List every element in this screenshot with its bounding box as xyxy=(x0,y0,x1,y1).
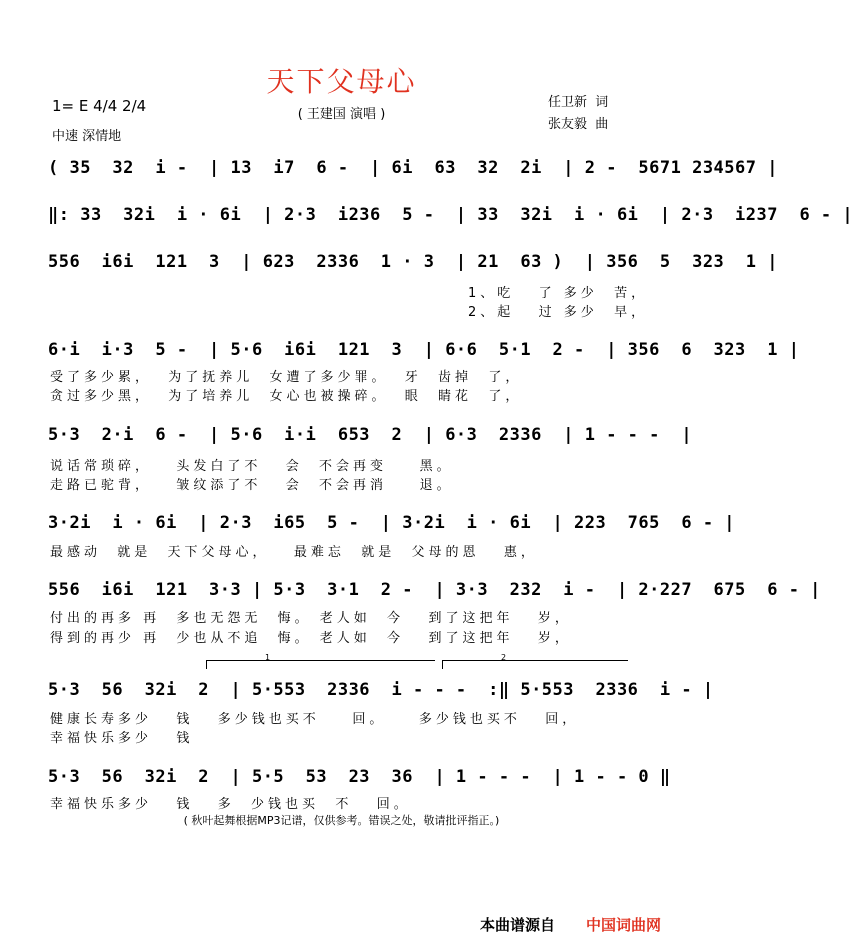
brand-link[interactable]: 中国词曲网 xyxy=(586,916,662,934)
score-row-7: 556 i6i 121 3·3 | 5·3 3·1 2 - | 3·3 232 i - | 2·227 675 6 - | xyxy=(48,580,821,600)
verse-2-lyric: 2、起 过 多少 早， xyxy=(468,305,649,320)
tempo-marking: 中速 深情地 xyxy=(52,129,122,144)
lyricist: 任卫新 词 xyxy=(548,95,609,110)
lyric-row-4b: 贪过多少黑， 为了培养儿 女心也被操碎。 眼 睛花 了， xyxy=(50,389,523,404)
volta-bracket-1: 1 xyxy=(206,660,435,669)
score-row-9: 5·3 56 32i 2 | 5·5 53 23 36 | 1 - - - | 1 - - 0 ‖ xyxy=(48,767,671,787)
source-label: 本曲谱源自 xyxy=(480,916,556,934)
score-row-6: 3·2i i · 6i | 2·3 i65 5 - | 3·2i i · 6i | 223 765 6 - | xyxy=(48,513,736,533)
lyric-row-8b: 幸福快乐多少 钱 xyxy=(50,731,194,746)
singer-credit: ( 王建国 演唱 ) xyxy=(297,107,386,122)
transcription-note: ( 秋叶起舞根据MP3记谱，仅供参考。错误之处，敬请批评指正。) xyxy=(183,814,500,827)
volta-bracket-2: 2 xyxy=(442,660,628,669)
lyric-row-5a: 说话常琐碎， 头发白了不 会 不会再变 黑。 xyxy=(50,459,454,474)
score-row-4: 6·i i·3 5 - | 5·6 i6i 121 3 | 6·6 5·1 2 - | 356 6 323 1 | xyxy=(48,340,800,360)
lyric-row-6: 最感动 就是 天下父母心， 最难忘 就是 父母的恩 惠， xyxy=(50,545,538,560)
credits xyxy=(548,92,608,136)
score-row-3: 556 i6i 121 3 | 623 2336 1 · 3 | 21 63 ) | 356 5 323 1 | xyxy=(48,252,778,272)
lyric-row-9: 幸福快乐多少 钱 多 少钱也买 不 回。 xyxy=(50,797,411,812)
verse-1-lyric: 1、吃 了 多少 苦， xyxy=(468,286,649,301)
score-row-1: ( 35 32 i - | 13 i7 6 - | 6i 63 32 2i | 2 - 5671 234567 | xyxy=(48,158,778,178)
score-row-5: 5·3 2·i 6 - | 5·6 i·i 653 2 | 6·3 2336 | 1 - - - | xyxy=(48,425,693,445)
lyric-row-7b: 得到的再少 再 少也从不追 悔。 老人如 今 到了这把年 岁， xyxy=(50,631,572,646)
lyric-row-5b: 走路已驼背， 皱纹添了不 会 不会再消 退。 xyxy=(50,478,454,493)
key-signature: 1= E 4/4 2/4 xyxy=(52,97,147,115)
lyric-row-8a: 健康长寿多少 钱 多少钱也买不 回。 多少钱也买不 回， xyxy=(50,712,580,727)
composer: 张友毅 曲 xyxy=(548,117,609,132)
score-row-8: 5·3 56 32i 2 | 5·553 2336 i - - - :‖ 5·553 2336 i - | xyxy=(48,680,714,700)
lyric-row-4a: 受了多少累， 为了抚养儿 女遭了多少罪。 牙 齿掉 了， xyxy=(50,370,523,385)
lyric-row-7a: 付出的再多 再 多也无怨无 悔。 老人如 今 到了这把年 岁， xyxy=(50,611,572,626)
score-row-2: ‖: 33 32i i · 6i | 2·3 i236 5 - | 33 32i i · 6i | 2·3 i237 6 - | xyxy=(48,205,853,225)
song-title: 天下父母心 xyxy=(266,65,417,98)
